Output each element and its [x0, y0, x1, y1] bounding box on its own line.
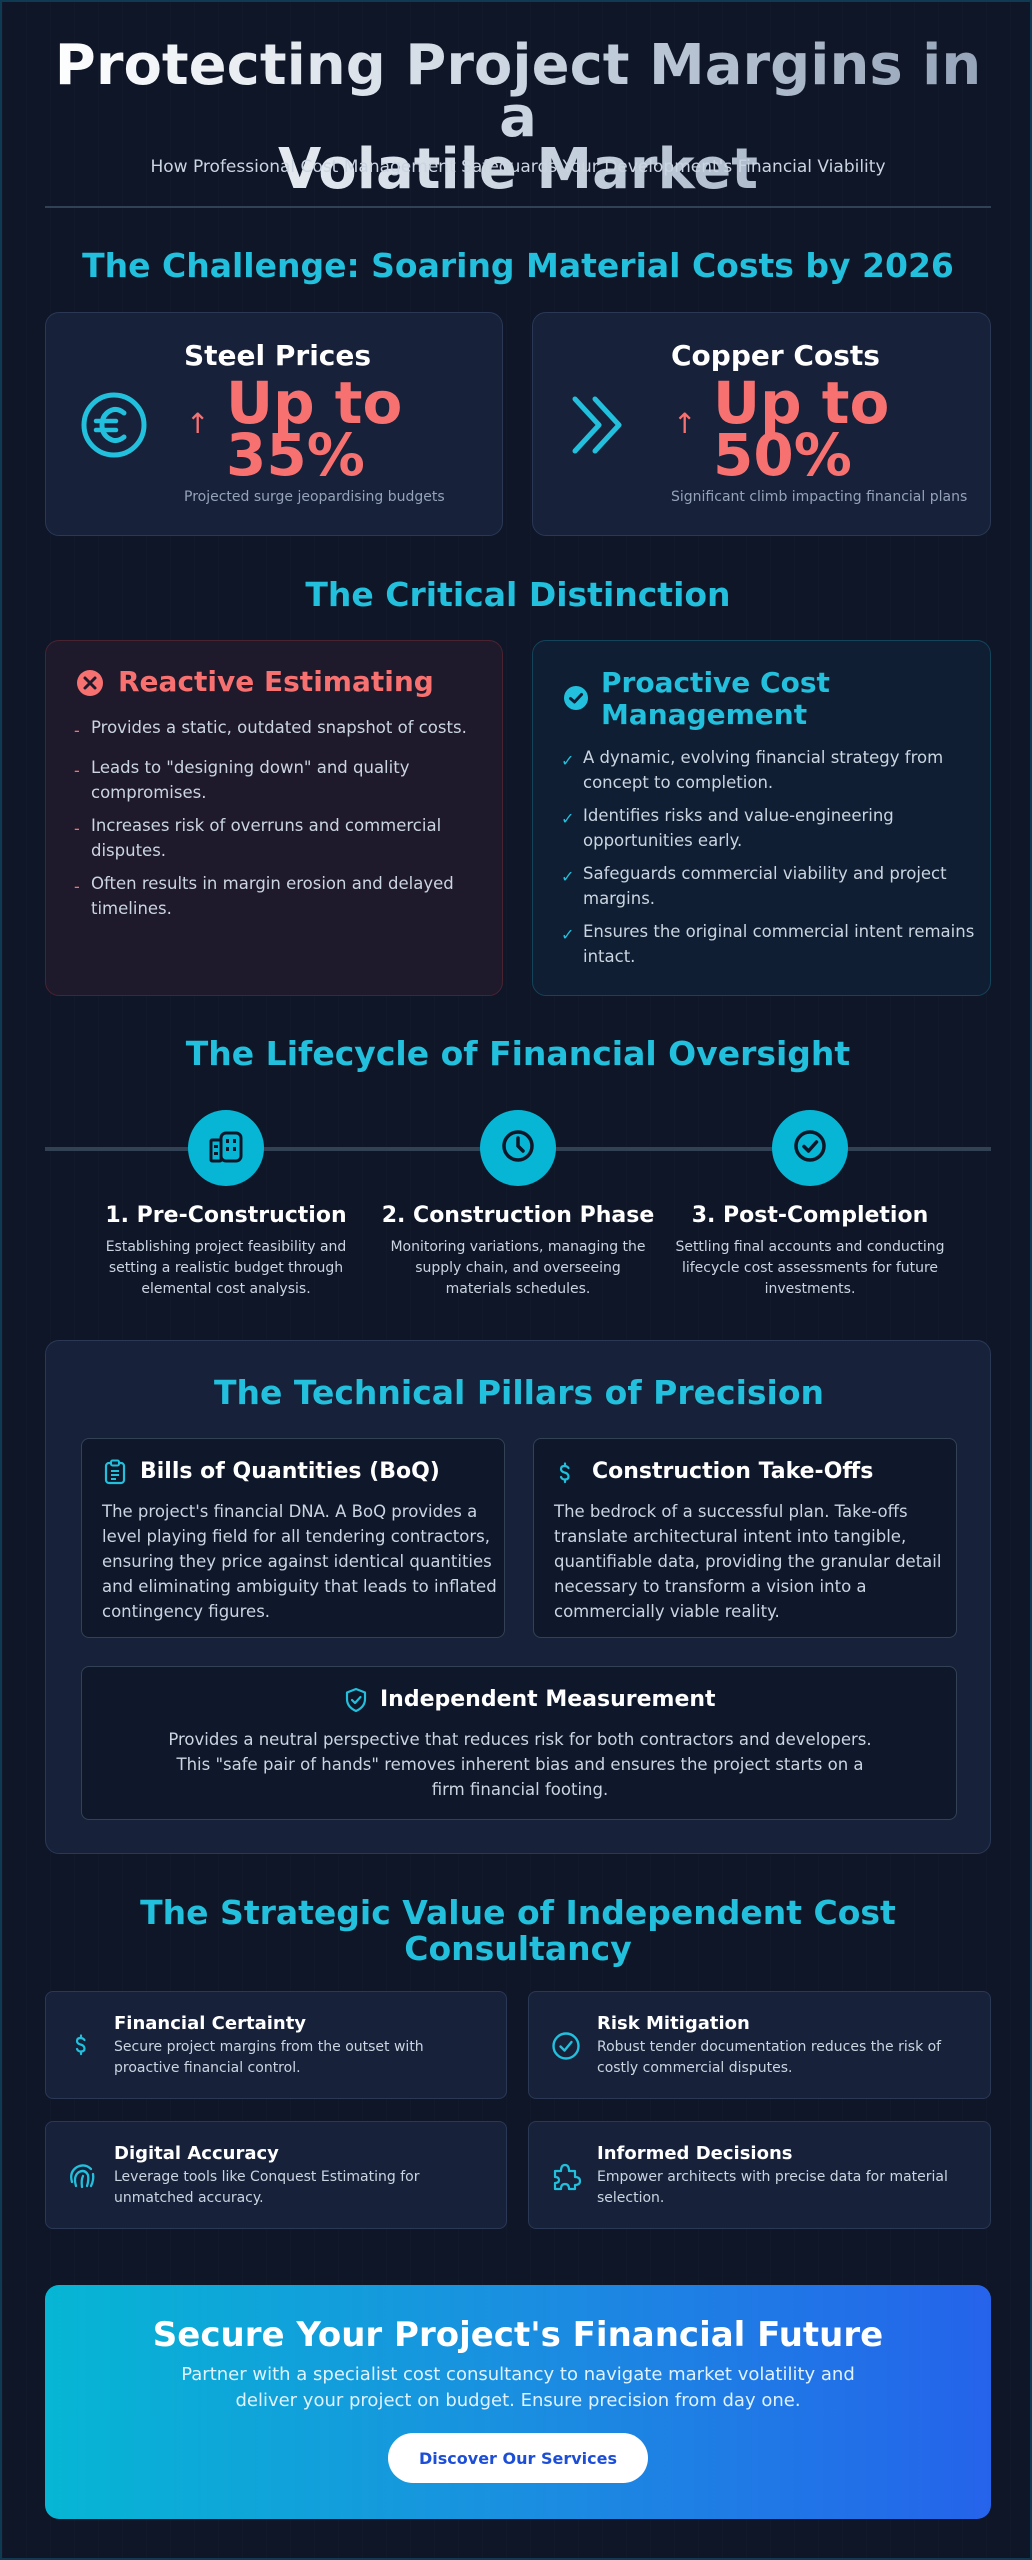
desc-line: Establishing project feasibility and	[105, 1239, 347, 1255]
value-card-text	[597, 2037, 982, 2079]
check-icon: ✓	[561, 925, 575, 944]
euro-icon	[80, 391, 148, 463]
stat-value-line-1: Up to	[226, 369, 403, 437]
reactive-item	[91, 755, 491, 805]
text-line: contingency figures.	[102, 1602, 271, 1621]
title-line: Consultancy	[404, 1929, 632, 1968]
pillar-title: Independent Measurement	[380, 1687, 716, 1712]
title-line: Proactive Cost	[601, 666, 830, 699]
item-line: A dynamic, evolving financial strategy from	[583, 748, 944, 767]
pillar-title: Bills of Quantities (BoQ)	[140, 1459, 440, 1484]
page-subtitle: How Professional Cost Management Safeguards Your Development's Financial Viability	[150, 157, 886, 177]
challenge-title: The Challenge: Soaring Material Costs by 2026	[82, 246, 954, 285]
lifecycle-title: The Lifecycle of Financial Oversight	[185, 1034, 851, 1073]
value-card	[45, 2121, 507, 2229]
puzzle-icon	[551, 2161, 581, 2195]
step-badge	[480, 1110, 556, 1186]
text-line: selection.	[597, 2190, 665, 2206]
item-line: margins.	[583, 889, 656, 908]
item-line: Ensures the original commercial intent remains	[583, 922, 975, 941]
value-card	[528, 2121, 991, 2229]
value-card-text	[114, 2037, 494, 2079]
discover-services-button[interactable]: Discover Our Services	[388, 2433, 648, 2483]
text-line: proactive financial control.	[114, 2060, 301, 2076]
title-line: The Strategic Value of Independent Cost	[140, 1893, 896, 1932]
stat-value-line-1: Up to	[713, 369, 890, 437]
text-line: firm financial footing.	[431, 1780, 609, 1799]
text-line: This "safe pair of hands" removes inherent bias and ensures the project starts on a	[176, 1755, 864, 1774]
double-chevron-right-icon	[569, 393, 629, 461]
stat-value	[226, 369, 403, 489]
check-icon: ✓	[561, 809, 575, 828]
step-description	[660, 1237, 960, 1300]
dash-mark: -	[74, 877, 80, 896]
shield-check-icon	[344, 1687, 368, 1717]
dollar-icon	[72, 2032, 90, 2062]
pillar-card-takeoffs	[533, 1438, 957, 1638]
item-line: Leads to "designing down" and quality	[91, 758, 410, 777]
pillar-text	[554, 1499, 950, 1624]
desc-line: Monitoring variations, managing the	[390, 1239, 646, 1255]
text-line: level playing field for all tendering contractors,	[102, 1527, 490, 1546]
text-line: The bedrock of a successful plan. Take-offs	[554, 1502, 908, 1521]
desc-line: materials schedules.	[445, 1281, 591, 1297]
check-circle-icon	[551, 2031, 581, 2065]
clock-icon	[500, 1128, 536, 1168]
reactive-card	[45, 640, 503, 996]
pillar-title: Construction Take-Offs	[592, 1459, 874, 1484]
check-circle-icon	[792, 1128, 828, 1168]
text-line: translate architectural intent into tangible,	[554, 1527, 907, 1546]
item-line: compromises.	[91, 783, 207, 802]
text-line: Robust tender documentation reduces the risk of	[597, 2039, 942, 2055]
proactive-card	[532, 640, 991, 996]
proactive-item	[583, 861, 983, 911]
text-line: necessary to transform a vision into a	[554, 1577, 867, 1596]
proactive-item	[583, 803, 983, 853]
proactive-item	[583, 745, 983, 795]
text-line: costly commercial disputes.	[597, 2060, 793, 2076]
desc-line: setting a realistic budget through	[108, 1260, 344, 1276]
text-line: quantifiable data, providing the granular detail	[554, 1552, 942, 1571]
desc-line: elemental cost analysis.	[141, 1281, 311, 1297]
check-icon: ✓	[561, 751, 575, 770]
pillars-panel	[45, 1340, 991, 1854]
pillar-text	[102, 1727, 938, 1802]
check-badge-icon	[563, 685, 589, 715]
item-line: timelines.	[91, 899, 172, 918]
check-icon: ✓	[561, 867, 575, 886]
step-title: 3. Post-Completion	[691, 1203, 929, 1228]
stat-card-copper	[532, 312, 991, 536]
reactive-item	[91, 813, 491, 863]
pillar-card-independent	[81, 1666, 957, 1820]
value-card-title: Digital Accuracy	[114, 2143, 279, 2164]
dash-mark: -	[74, 819, 80, 838]
item-line: Safeguards commercial viability and project	[583, 864, 947, 883]
step-badge	[772, 1110, 848, 1186]
text-line: deliver your project on budget. Ensure precision from day one.	[235, 2390, 801, 2411]
desc-line: Settling final accounts and conducting	[675, 1239, 945, 1255]
stat-note: Projected surge jeopardising budgets	[184, 489, 445, 505]
cta-banner	[45, 2285, 991, 2519]
value-card-title: Financial Certainty	[114, 2013, 307, 2034]
desc-line: supply chain, and overseeing	[415, 1260, 621, 1276]
item-line: opportunities early.	[583, 831, 743, 850]
header-divider	[45, 206, 991, 208]
item-line: disputes.	[91, 841, 167, 860]
item-line: concept to completion.	[583, 773, 774, 792]
page-title-line-1: Protecting Project Margins in a	[54, 33, 982, 150]
pillar-text	[102, 1499, 498, 1624]
pillar-card-boq	[81, 1438, 505, 1638]
title-line: Management	[601, 698, 808, 731]
text-line: Secure project margins from the outset with	[114, 2039, 424, 2055]
step-badge	[188, 1110, 264, 1186]
proactive-title	[601, 667, 830, 731]
text-line: ensuring they price against identical quantities	[102, 1552, 492, 1571]
value-card	[528, 1991, 991, 2099]
dash-mark: -	[74, 721, 80, 740]
clipboard-icon	[104, 1459, 126, 1489]
stat-value	[713, 369, 890, 489]
step-title: 1. Pre-Construction	[105, 1203, 347, 1228]
reactive-title: Reactive Estimating	[118, 665, 434, 698]
text-line: Provides a neutral perspective that reduces risk for both contractors and developers.	[168, 1730, 872, 1749]
stat-name: Copper Costs	[671, 339, 880, 372]
pillars-title: The Technical Pillars of Precision	[213, 1373, 825, 1412]
value-card	[45, 1991, 507, 2099]
item-line: Provides a static, outdated snapshot of costs.	[91, 718, 467, 737]
cta-title: Secure Your Project's Financial Future	[152, 2315, 884, 2355]
dash-mark: -	[74, 761, 80, 780]
value-title	[42, 1895, 994, 1967]
item-line: Often results in margin erosion and delayed	[91, 874, 454, 893]
stat-note: Significant climb impacting financial plans	[671, 489, 968, 505]
text-line: The project's financial DNA. A BoQ provides a	[102, 1502, 478, 1521]
item-line: Identifies risks and value-engineering	[583, 806, 894, 825]
stat-name: Steel Prices	[184, 339, 372, 372]
up-arrow-icon: ↑	[186, 407, 210, 440]
text-line: and eliminating ambiguity that leads to inflated	[102, 1577, 497, 1596]
distinction-title: The Critical Distinction	[305, 575, 731, 614]
stat-card-steel	[45, 312, 503, 536]
value-card-title: Informed Decisions	[597, 2143, 793, 2164]
value-card-title: Risk Mitigation	[597, 2013, 750, 2034]
step-description	[76, 1237, 376, 1300]
item-line: intact.	[583, 947, 636, 966]
text-line: commercially viable reality.	[554, 1602, 780, 1621]
text-line: Leverage tools like Conquest Estimating for	[114, 2169, 420, 2185]
text-line: Empower architects with precise data for material	[597, 2169, 948, 2185]
reactive-item	[91, 715, 491, 740]
text-line: unmatched accuracy.	[114, 2190, 264, 2206]
x-circle-icon	[76, 669, 104, 701]
proactive-item	[583, 919, 983, 969]
building-icon	[208, 1128, 244, 1168]
stat-value-line-2: 35%	[226, 421, 365, 489]
dollar-icon	[556, 1461, 574, 1489]
cta-text	[45, 2362, 991, 2414]
fingerprint-icon	[66, 2160, 100, 2196]
item-line: Increases risk of overruns and commercial	[91, 816, 442, 835]
step-description	[368, 1237, 668, 1300]
desc-line: investments.	[764, 1281, 856, 1297]
step-title: 2. Construction Phase	[381, 1203, 655, 1228]
value-card-text	[597, 2167, 982, 2209]
page-title-line-2: Volatile Market	[278, 137, 758, 202]
reactive-item	[91, 871, 491, 921]
value-card-text	[114, 2167, 494, 2209]
up-arrow-icon: ↑	[673, 407, 697, 440]
desc-line: lifecycle cost assessments for future	[681, 1260, 939, 1276]
text-line: Partner with a specialist cost consultancy to navigate market volatility and	[181, 2364, 855, 2385]
stat-value-line-2: 50%	[713, 421, 852, 489]
